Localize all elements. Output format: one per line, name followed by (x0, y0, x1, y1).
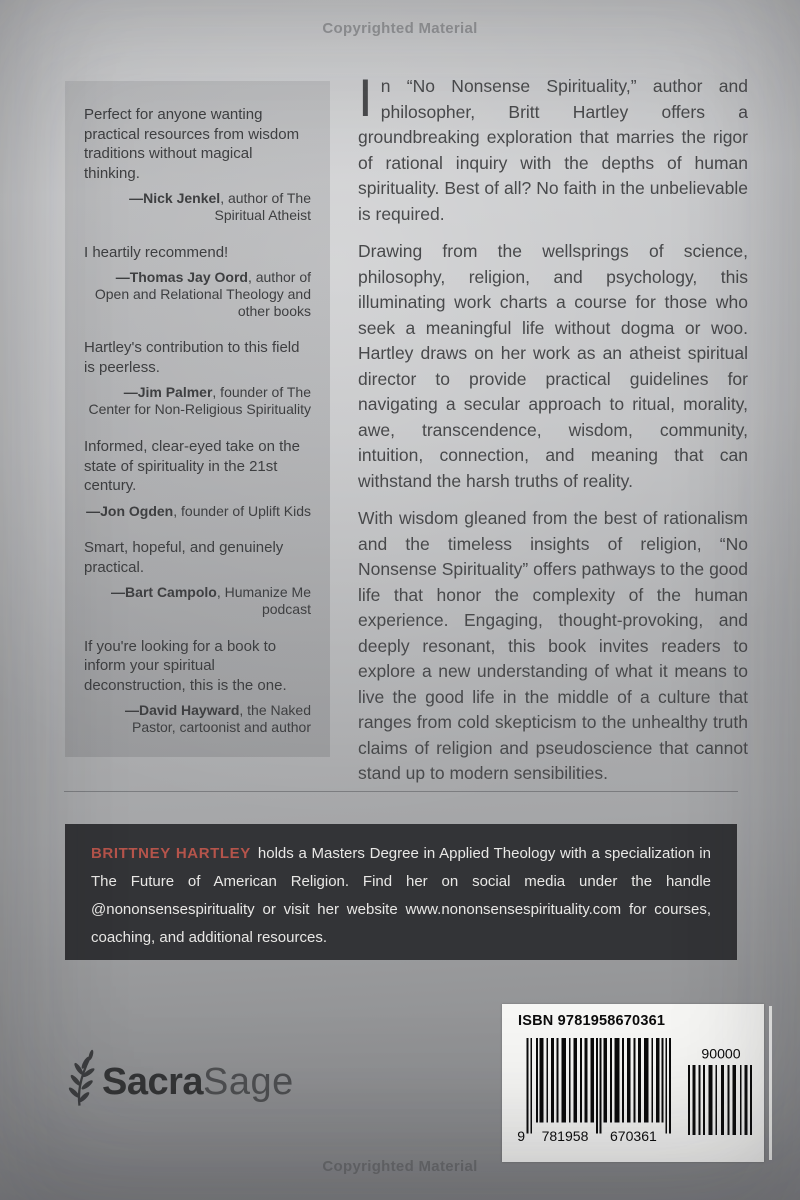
ean-digits-right: 670361 (610, 1128, 657, 1143)
book-description (358, 69, 748, 799)
description-paragraph-1 (358, 69, 748, 227)
endorsement-attribution (84, 503, 311, 520)
endorser-name: —Bart Campolo (111, 584, 217, 601)
divider-rule (64, 791, 738, 792)
description-paragraph-2: Drawing from the wellsprings of science, philosophy, religion, and psychology, this illuminating work charts a course for those who seek a meaningful life without dogma or woo. Hartley draws on her work as an atheist spiritual director to provide practical guidelines for navigating a secular approach to ritual, morality, awe, transcendence, wisdom, community, intuition, connection, and meaning that can withstand the harsh truths of reality. (358, 241, 748, 491)
author-bio-text (91, 840, 711, 952)
endorsement-bart-campolo (84, 538, 311, 618)
ean-digits-mid: 781958 (541, 1128, 589, 1143)
endorsements-panel (65, 81, 330, 757)
publisher-logo (58, 1044, 294, 1120)
endorser-title: , founder of Uplift Kids (173, 502, 311, 519)
endorsement-attribution (84, 584, 311, 618)
endorsement-quote: Hartley's contribution to this field is peerless. (84, 339, 300, 376)
bio-body: holds a Masters Degree in Applied Theology with a specialization in The Future of American Religion. Find her on social media under the handle @nononsensespirituality or visit her website www.nononsensespirituality.com for courses, coaching, and additional resources. (91, 845, 711, 946)
endorsement-quote: Smart, hopeful, and genuinely practical. (84, 539, 284, 576)
sage-branch-icon (58, 1046, 104, 1110)
copyright-notice-top: Copyrighted Material (322, 20, 478, 37)
endorsement-attribution (84, 269, 311, 319)
isbn-label: ISBN 9781958670361 (518, 1013, 666, 1029)
barcode-panel (502, 1004, 764, 1162)
endorsement-nick-jenkel (84, 105, 311, 224)
endorser-name: —Nick Jenkel (129, 190, 221, 206)
endorsement-attribution (84, 384, 311, 418)
author-bio-box (65, 824, 737, 960)
barcode-supplement (688, 1046, 754, 1135)
dropcap-initial: I (358, 69, 373, 128)
endorser-title: , Humanize Me podcast (216, 584, 311, 618)
barcode-edge-sliver (769, 1006, 772, 1160)
ean-digit-left: 9 (517, 1128, 525, 1143)
endorser-title: , author of The Spiritual Atheist (214, 190, 311, 223)
endorsement-quote: If you're looking for a book to inform your spiritual deconstruction, this is the one. (84, 637, 287, 694)
endorsement-attribution (84, 702, 311, 736)
author-name: BRITTNEY HARTLEY (91, 845, 251, 862)
ean13-barcode (515, 1038, 675, 1143)
endorsement-quote: Informed, clear-eyed take on the state of spirituality in the 21st century. (84, 438, 300, 495)
description-paragraph-3: With wisdom gleaned from the best of rationalism and the timeless insights of religion, “No Nonsense Spirituality” offers pathways to the good life that honor the complexity of the human experience. Engaging, thought-provoking, and deeply resonant, this book invites readers to explore a new understanding of what it means to live the good life in the middle of a culture that ranges from cold skepticism to the unhealthy truth claims of religion and pseudoscience that cannot stand up to modern sensibilities. (358, 508, 748, 783)
endorser-name: —Jon Ogden (86, 502, 174, 519)
publisher-name-light: Sage (203, 1060, 294, 1103)
paragraph-text: n “No Nonsense Spirituality,” author and philosopher, Britt Hartley offers a groundbreaking exploration that marries the rigor of rational inquiry with the depths of human spirituality. Best of all? No faith in the unbelievable is required. (358, 76, 748, 224)
endorsement-quote: I heartily recommend! (84, 243, 229, 261)
copyright-notice-bottom: Copyrighted Material (322, 1158, 478, 1175)
endorsement-attribution (84, 190, 311, 224)
publisher-name-bold: Sacra (102, 1060, 204, 1103)
supplement-code: 90000 (701, 1046, 741, 1062)
endorser-name: —Thomas Jay Oord (115, 269, 248, 286)
endorsement-quote: Perfect for anyone wanting practical resources from wisdom traditions without magical thinking. (84, 106, 300, 182)
endorsement-jon-ogden (84, 437, 311, 519)
endorser-name: —David Hayward (125, 702, 240, 719)
endorser-title: , author of Open and Relational Theology and other books (94, 269, 311, 319)
endorsement-thomas-jay-oord (84, 243, 311, 320)
endorsement-jim-palmer (84, 338, 311, 418)
endorser-name: —Jim Palmer (123, 384, 213, 401)
endorser-title: , the Naked Pastor, cartoonist and author (132, 702, 311, 736)
endorser-title: , founder of The Center for Non-Religious Spirituality (88, 384, 311, 418)
endorsement-david-hayward (84, 637, 311, 736)
